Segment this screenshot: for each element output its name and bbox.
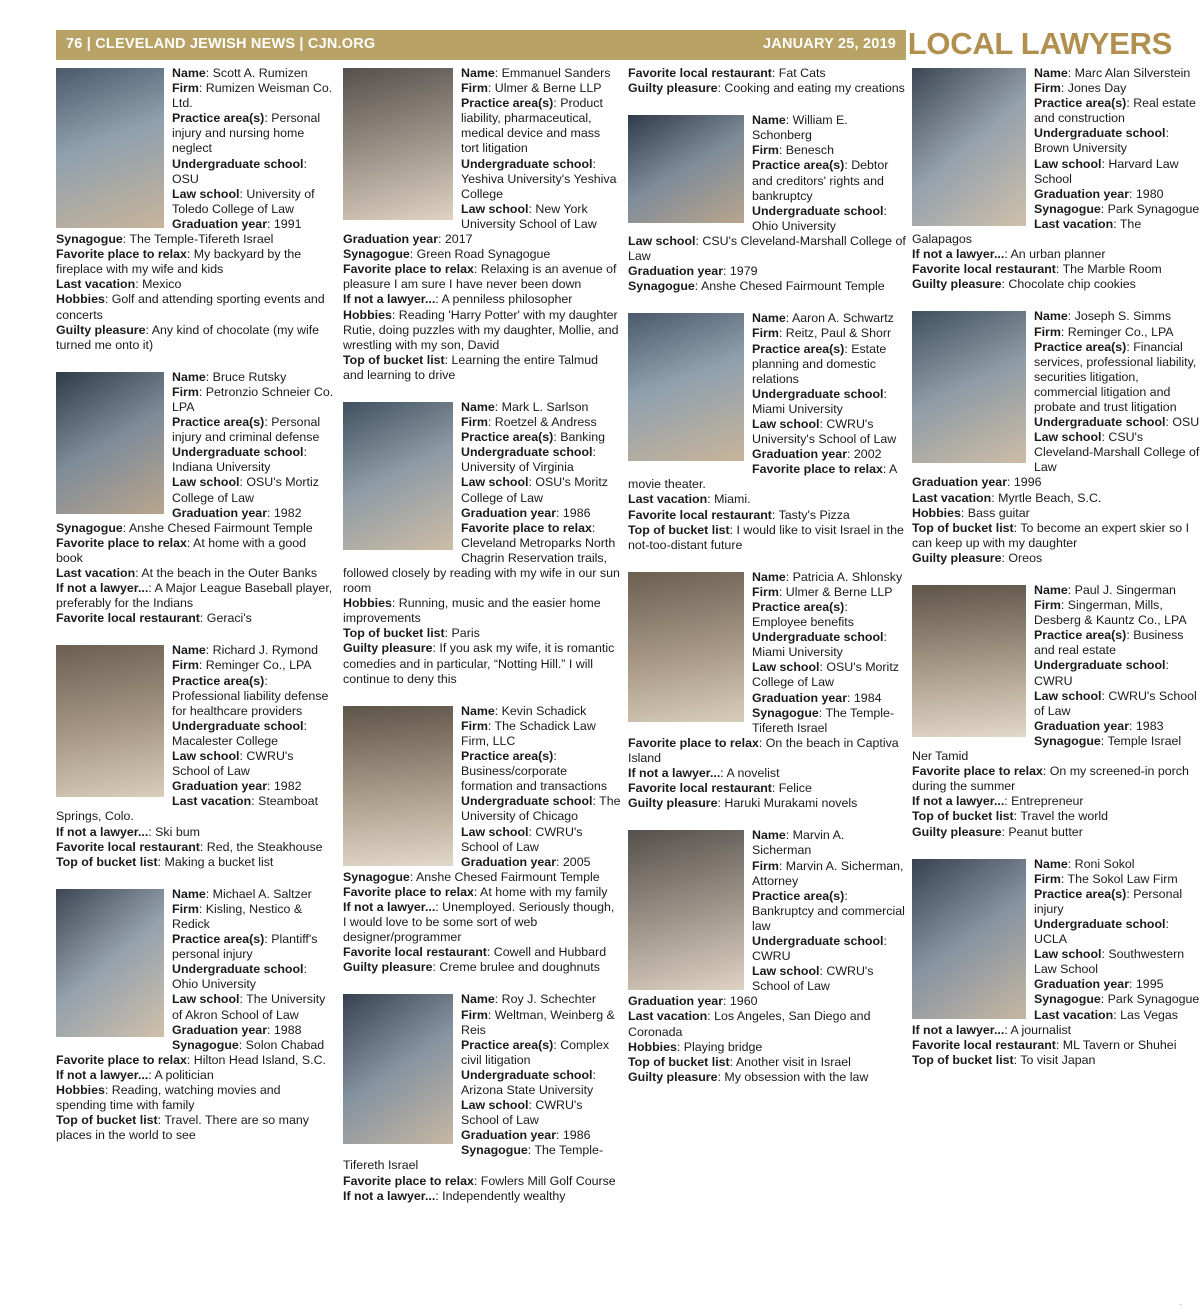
lawyer-entry-schechter — [343, 992, 621, 1203]
lawyer-details: Name: Scott A. Rumizen Firm: Rumizen Weisman Co. Ltd. Practice area(s): Personal injury and nursing home neglect Undergraduate school: OSU Law school: University of Toledo College of Law Graduation year: 1991 Synagogue: The Temple-Tifereth Israel Favorite place to relax: My backyard by the fireplace with my wife and kids Last vacation: Mexico Hobbies: Golf and attending sporting events and concerts Guilty pleasure: Any kind of chocolate (my wife turned me onto it) — [56, 66, 333, 352]
lawyer-entry-rumizen — [56, 66, 334, 353]
lawyer-entry-schwartz — [628, 311, 906, 553]
lawyer-details: Name: Joseph S. Simms Firm: Reminger Co., LPA Practice area(s): Financial services, professional liability, securities litigation, commercial litigation and probate and trust litigation Undergraduate school: OSU Law school: CSU's Cleveland-Marshall College of Law Graduation year: 1996 Last vacation: Myrtle Beach, S.C. Hobbies: Bass guitar Top of bucket list: To become an expert skier so I can keep up with my daughter Guilty pleasure: Oreos — [912, 309, 1200, 565]
lawyer-details: Name: Aaron A. Schwartz Firm: Reitz, Paul & Shorr Practice area(s): Estate planning and domestic relations Undergraduate school: Miami University Law school: CWRU's University's School of Law Graduation year: 2002 Favorite place to relax: A movie theater. Last vacation: Miami. Favorite local restaurant: Tasty's Pizza Top of bucket list: I would like to visit Israel in the not-too-distant future — [628, 311, 904, 552]
portrait-photo — [56, 372, 164, 514]
lawyer-details: Name: Kevin Schadick Firm: The Schadick Law Firm, LLC Practice area(s): Business/corporate formation and transactions Undergraduate school: The University of Chicago Law school: CWRU's School of Law Graduation year: 2005 Synagogue: Anshe Chesed Fairmount Temple Favorite place to relax: At home with my family If not a lawyer...: Unemployed. Seriously though, I would love to be some sort of web designer/programmer Favorite local restaurant: Cowell and Hubbard Guilty pleasure: Creme brulee and doughnuts — [343, 703, 621, 975]
portrait-photo — [628, 830, 744, 990]
portrait-photo — [343, 994, 453, 1144]
lawyer-entry-schonberg — [628, 113, 906, 294]
portrait-photo — [56, 68, 164, 228]
lawyer-details: Name: Michael A. Saltzer Firm: Kisling, Nestico & Redick Practice area(s): Plantiff's personal injury Undergraduate school: Ohio University Law school: The University of Akron School of Law Graduation year: 1988 Synagogue: Solon Chabad Favorite place to relax: Hilton Head Island, S.C. If not a lawyer...: A politician Hobbies: Reading, watching movies and spending time with family Top of bucket list: Travel. There are so many places in the world to see — [56, 886, 326, 1143]
page-footer-mark: . — [1179, 1297, 1182, 1307]
portrait-photo — [343, 706, 453, 866]
lawyer-details-continued: Favorite local restaurant: Fat Cats Guilty pleasure: Cooking and eating my creations — [628, 66, 905, 96]
portrait-photo — [628, 572, 744, 722]
lawyer-details: Name: Emmanuel Sanders Firm: Ulmer & Berne LLP Practice area(s): Product liability, pharmaceutical, medical device and mass tort litigation Undergraduate school: Yeshiva University's Yeshiva College Law school: New York University School of Law Graduation year: 2017 Synagogue: Green Road Synagogue Favorite place to relax: Relaxing is an avenue of pleasure I am sure I have never been down If not a lawyer...: A penniless philosopher Hobbies: Reading 'Harry Potter' with my daughter Rutie, doing puzzles with my daughter, Mollie, and wrestling with my son, David Top of bucket list: Learning the entire Talmud and learning to drive — [343, 66, 619, 382]
lawyer-details: Name: Roy J. Schechter Firm: Weltman, Weinberg & Reis Practice area(s): Complex civil litigation Undergraduate school: Arizona State University Law school: CWRU's School of Law Graduation year: 1986 Synagogue: The Temple-Tifereth Israel Favorite place to relax: Fowlers Mill Golf Course If not a lawyer...: Independently wealthy — [343, 992, 616, 1203]
lawyer-details: Name: Marvin A. Sicherman Firm: Marvin A. Sicherman, Attorney Practice area(s): Bankruptcy and commercial law Undergraduate school: CWRU Law school: CWRU's School of Law Graduation year: 1960 Last vacation: Los Angeles, San Diego and Coronada Hobbies: Playing bridge Top of bucket list: Another visit in Israel Guilty pleasure: My obsession with the law — [628, 828, 905, 1084]
lawyer-details: Name: Paul J. Singerman Firm: Singerman, Mills, Desberg & Kauntz Co., LPA Practice area(s): Business and real estate Undergraduate school: CWRU Law school: CWRU's School of Law Graduation year: 1983 Synagogue: Temple Israel Ner Tamid Favorite place to relax: On my screened-in porch during the summer If not a lawyer...: Entrepreneur Top of bucket list: Travel the world Guilty pleasure: Peanut butter — [912, 583, 1197, 839]
lawyer-entry-singerman — [912, 583, 1200, 840]
lawyer-details: Name: Bruce Rutsky Firm: Petronzio Schneier Co. LPA Practice area(s): Personal injury and criminal defense Undergraduate school: Indiana University Law school: OSU's Mortiz College of Law Graduation year: 1982 Synagogue: Anshe Chesed Fairmount Temple Favorite place to relax: At home with a good book Last vacation: At the beach in the Outer Banks If not a lawyer...: A Major League Baseball player, preferably for the Indians Favorite local restaurant: Geraci's — [56, 369, 334, 626]
lawyer-details: Name: Richard J. Rymond Firm: Reminger Co., LPA Practice area(s): Professional liability defense for healthcare providers Undergraduate school: Macalester College Law school: CWRU's School of Law Graduation year: 1982 Last vacation: Steamboat Springs, Colo. If not a lawyer...: Ski bum Favorite local restaurant: Red, the Steakhouse Top of bucket list: Making a bucket list — [56, 643, 329, 869]
masthead-date: JANUARY 25, 2019 — [763, 36, 896, 52]
column-2 — [343, 66, 621, 1306]
lawyer-details: Name: Marc Alan Silverstein Firm: Jones Day Practice area(s): Real estate and construction Undergraduate school: Brown University Law school: Harvard Law School Graduation year: 1980 Synagogue: Park Synagogue Last vacation: The Galapagos If not a lawyer...: An urban planner Favorite local restaurant: The Marble Room Guilty pleasure: Chocolate chip cookies — [912, 66, 1200, 292]
masthead-left-text: 76 | CLEVELAND JEWISH NEWS | CJN.ORG — [66, 36, 376, 52]
portrait-photo — [628, 313, 744, 461]
lawyer-entry-schadick — [343, 704, 621, 976]
lawyer-details: Name: Mark L. Sarlson Firm: Roetzel & Andress Practice area(s): Banking Undergraduate school: University of Virginia Law school: OSU's Moritz College of Law Graduation year: 1986 Favorite place to relax: Cleveland Metroparks North Chagrin Reservation trails, followed closely by reading with my wife in our sun room Hobbies: Running, music and the easier home improvements Top of bucket list: Paris Guilty pleasure: If you ask my wife, it is romantic comedies and in particular, “Notting Hill.” I will continue to deny this — [343, 399, 620, 686]
column-1 — [56, 66, 334, 1306]
lawyer-entry-rymond — [56, 643, 334, 869]
lawyer-details: Name: Roni Sokol Firm: The Sokol Law Firm Practice area(s): Personal injury Undergraduate school: UCLA Law school: Southwestern Law School Graduation year: 1995 Synagogue: Park Synagogue Last vacation: Las Vegas If not a lawyer...: A journalist Favorite local restaurant: ML Tavern or Shuhei Top of bucket list: To visit Japan — [912, 856, 1200, 1067]
portrait-photo — [56, 645, 164, 797]
portrait-photo — [912, 68, 1026, 226]
lawyer-entry-silverstein — [912, 66, 1200, 292]
lawyer-entry-schechter-continued — [628, 66, 906, 96]
lawyer-entry-sanders — [343, 66, 621, 383]
portrait-photo — [628, 115, 744, 223]
section-title: LOCAL LAWYERS — [907, 26, 1172, 61]
lawyer-entry-sokol — [912, 857, 1200, 1068]
column-3 — [628, 66, 906, 1306]
portrait-photo — [912, 311, 1026, 463]
portrait-photo — [343, 68, 453, 220]
lawyer-entry-saltzer — [56, 887, 334, 1144]
lawyer-entry-sicherman — [628, 828, 906, 1085]
masthead-bar — [56, 30, 906, 60]
lawyer-entry-simms — [912, 309, 1200, 566]
column-4 — [912, 66, 1200, 1306]
lawyer-entry-shlonsky — [628, 570, 906, 812]
lawyer-entry-rutsky — [56, 370, 334, 627]
lawyer-entry-sarlson — [343, 400, 621, 687]
article-columns — [56, 66, 1200, 1306]
portrait-photo — [912, 859, 1026, 1019]
lawyer-details: Name: Patricia A. Shlonsky Firm: Ulmer & Berne LLP Practice area(s): Employee benefits Undergraduate school: Miami University Law school: OSU's Moritz College of Law Graduation year: 1984 Synagogue: The Temple-Tifereth Israel Favorite place to relax: On the beach in Captiva Island If not a lawyer...: A novelist Favorite local restaurant: Felice Guilty pleasure: Haruki Murakami novels — [628, 569, 903, 811]
lawyer-details: Name: William E. Schonberg Firm: Benesch Practice area(s): Debtor and creditors' rights and bankruptcy Undergraduate school: Ohio University Law school: CSU's Cleveland-Marshall College of Law Graduation year: 1979 Synagogue: Anshe Chesed Fairmount Temple — [628, 113, 906, 294]
portrait-photo — [912, 585, 1026, 737]
portrait-photo — [343, 402, 453, 550]
portrait-photo — [56, 889, 164, 1037]
